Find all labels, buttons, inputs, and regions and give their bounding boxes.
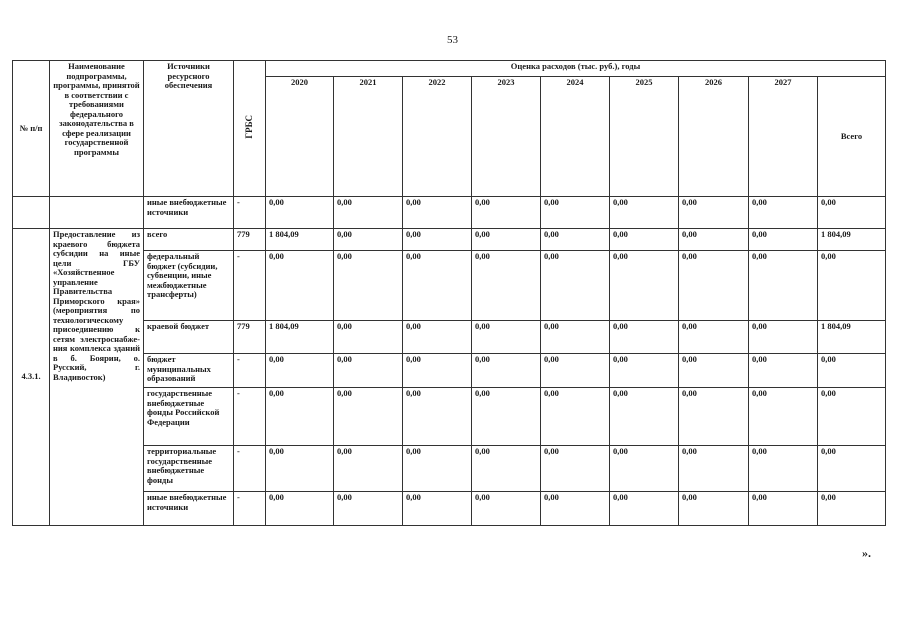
budget-table — [12, 60, 886, 526]
row-value-2022: 0,00 — [403, 229, 472, 251]
row-grbs: - — [234, 354, 266, 388]
row-total: 0,00 — [818, 197, 886, 229]
row-value-2022: 0,00 — [403, 388, 472, 446]
row-value-2027: 0,00 — [749, 197, 818, 229]
row-value-2022: 0,00 — [403, 492, 472, 526]
row-source: краевой бюджет — [144, 321, 234, 354]
row-grbs: - — [234, 251, 266, 321]
row-value-2025: 0,00 — [610, 492, 679, 526]
closing-mark: ». — [862, 546, 871, 560]
row-value-2026: 0,00 — [679, 229, 749, 251]
row-grbs: - — [234, 197, 266, 229]
row-value-2022: 0,00 — [403, 446, 472, 492]
header-grbs-label: ГРБС — [244, 115, 255, 140]
item-num: 4.3.1. — [13, 229, 50, 526]
row-total: 0,00 — [818, 388, 886, 446]
row-value-2027: 0,00 — [749, 388, 818, 446]
row-value-2025: 0,00 — [610, 229, 679, 251]
row-value-2023: 0,00 — [472, 492, 541, 526]
row-total: 0,00 — [818, 251, 886, 321]
row-source: государственные внебюджетные фонды Российской Федерации — [144, 388, 234, 446]
row-value-2020: 0,00 — [266, 197, 334, 229]
row-value-2020: 0,00 — [266, 354, 334, 388]
row-value-2024: 0,00 — [541, 388, 610, 446]
row-value-2020: 0,00 — [266, 251, 334, 321]
row-value-2026: 0,00 — [679, 492, 749, 526]
row-value-2025: 0,00 — [610, 446, 679, 492]
row-value-2021: 0,00 — [334, 388, 403, 446]
row-grbs: - — [234, 446, 266, 492]
row-value-2023: 0,00 — [472, 388, 541, 446]
header-year-2026: 2026 — [679, 77, 749, 197]
row-total: 0,00 — [818, 492, 886, 526]
row-value-2022: 0,00 — [403, 354, 472, 388]
row-total: 0,00 — [818, 446, 886, 492]
row-value-2020: 0,00 — [266, 388, 334, 446]
row-value-2024: 0,00 — [541, 321, 610, 354]
row-value-2023: 0,00 — [472, 354, 541, 388]
row-source: федеральный бюджет (субсидии, субвенции, иные межбюджетные трансферты) — [144, 251, 234, 321]
item-name: Предоставление из краевого бюджета субсидии на иные цели ГБУ «Хозяйственное управление Правительства Приморского края» (мероприятия по технологическому присоединению к сетям электроснабже-ния комплекса зданий в б. Боярин, о. Русский, г. Владивосток) — [50, 229, 144, 526]
row-value-2023: 0,00 — [472, 197, 541, 229]
row-total: 0,00 — [818, 354, 886, 388]
row-value-2024: 0,00 — [541, 197, 610, 229]
row-value-2027: 0,00 — [749, 492, 818, 526]
row-value-2025: 0,00 — [610, 197, 679, 229]
table-row — [13, 388, 886, 446]
row-value-2025: 0,00 — [610, 321, 679, 354]
header-year-2023: 2023 — [472, 77, 541, 197]
row-value-2021: 0,00 — [334, 251, 403, 321]
row-value-2024: 0,00 — [541, 251, 610, 321]
row-value-2022: 0,00 — [403, 321, 472, 354]
row-value-2022: 0,00 — [403, 197, 472, 229]
row-value-2021: 0,00 — [334, 354, 403, 388]
header-year-2020: 2020 — [266, 77, 334, 197]
header-year-2027: 2027 — [749, 77, 818, 197]
header-year-2024: 2024 — [541, 77, 610, 197]
header-total: Всего — [818, 77, 886, 197]
row-value-2020: 1 804,09 — [266, 229, 334, 251]
row-grbs: 779 — [234, 321, 266, 354]
row-value-2026: 0,00 — [679, 251, 749, 321]
row-grbs: - — [234, 388, 266, 446]
row-source: бюджет муниципальных образований — [144, 354, 234, 388]
table-row — [13, 354, 886, 388]
header-year-2022: 2022 — [403, 77, 472, 197]
header-grbs — [234, 61, 266, 197]
row-value-2024: 0,00 — [541, 446, 610, 492]
table-row — [13, 251, 886, 321]
table-row — [13, 492, 886, 526]
row-value-2020: 1 804,09 — [266, 321, 334, 354]
row-grbs: 779 — [234, 229, 266, 251]
row-value-2020: 0,00 — [266, 492, 334, 526]
header-year-2025: 2025 — [610, 77, 679, 197]
header-estimate: Оценка расходов (тыс. руб.), годы — [266, 61, 886, 77]
row-source: территориальные государственные внебюджетные фонды — [144, 446, 234, 492]
empty-num-cell — [13, 197, 50, 229]
table-row — [13, 197, 886, 229]
row-value-2027: 0,00 — [749, 354, 818, 388]
row-value-2027: 0,00 — [749, 229, 818, 251]
table-row — [13, 321, 886, 354]
row-value-2026: 0,00 — [679, 388, 749, 446]
row-value-2025: 0,00 — [610, 354, 679, 388]
row-value-2021: 0,00 — [334, 492, 403, 526]
row-value-2025: 0,00 — [610, 388, 679, 446]
header-num: № п/п — [13, 61, 50, 197]
page-number: 53 — [447, 34, 458, 46]
row-value-2027: 0,00 — [749, 446, 818, 492]
row-value-2023: 0,00 — [472, 229, 541, 251]
row-value-2024: 0,00 — [541, 354, 610, 388]
header-name: Наименование подпрограммы, программы, принятой в соответствии с требованиями федерального законодательства в сфере реализации государственной программы — [50, 61, 144, 197]
row-value-2024: 0,00 — [541, 492, 610, 526]
row-source: иные внебюджетные источники — [144, 492, 234, 526]
empty-name-cell — [50, 197, 144, 229]
row-value-2024: 0,00 — [541, 229, 610, 251]
header-year-2021: 2021 — [334, 77, 403, 197]
row-source: иные внебюджетные источники — [144, 197, 234, 229]
table-row — [13, 229, 886, 251]
header-sources: Источники ресурсного обеспечения — [144, 61, 234, 197]
row-value-2026: 0,00 — [679, 197, 749, 229]
row-value-2026: 0,00 — [679, 354, 749, 388]
row-value-2021: 0,00 — [334, 446, 403, 492]
row-value-2025: 0,00 — [610, 251, 679, 321]
row-value-2021: 0,00 — [334, 197, 403, 229]
row-value-2027: 0,00 — [749, 251, 818, 321]
row-value-2020: 0,00 — [266, 446, 334, 492]
row-source: всего — [144, 229, 234, 251]
table-row — [13, 446, 886, 492]
row-value-2027: 0,00 — [749, 321, 818, 354]
row-grbs: - — [234, 492, 266, 526]
row-value-2023: 0,00 — [472, 251, 541, 321]
row-value-2026: 0,00 — [679, 446, 749, 492]
row-value-2023: 0,00 — [472, 321, 541, 354]
row-value-2026: 0,00 — [679, 321, 749, 354]
row-value-2023: 0,00 — [472, 446, 541, 492]
row-total: 1 804,09 — [818, 321, 886, 354]
row-total: 1 804,09 — [818, 229, 886, 251]
row-value-2022: 0,00 — [403, 251, 472, 321]
row-value-2021: 0,00 — [334, 229, 403, 251]
row-value-2021: 0,00 — [334, 321, 403, 354]
